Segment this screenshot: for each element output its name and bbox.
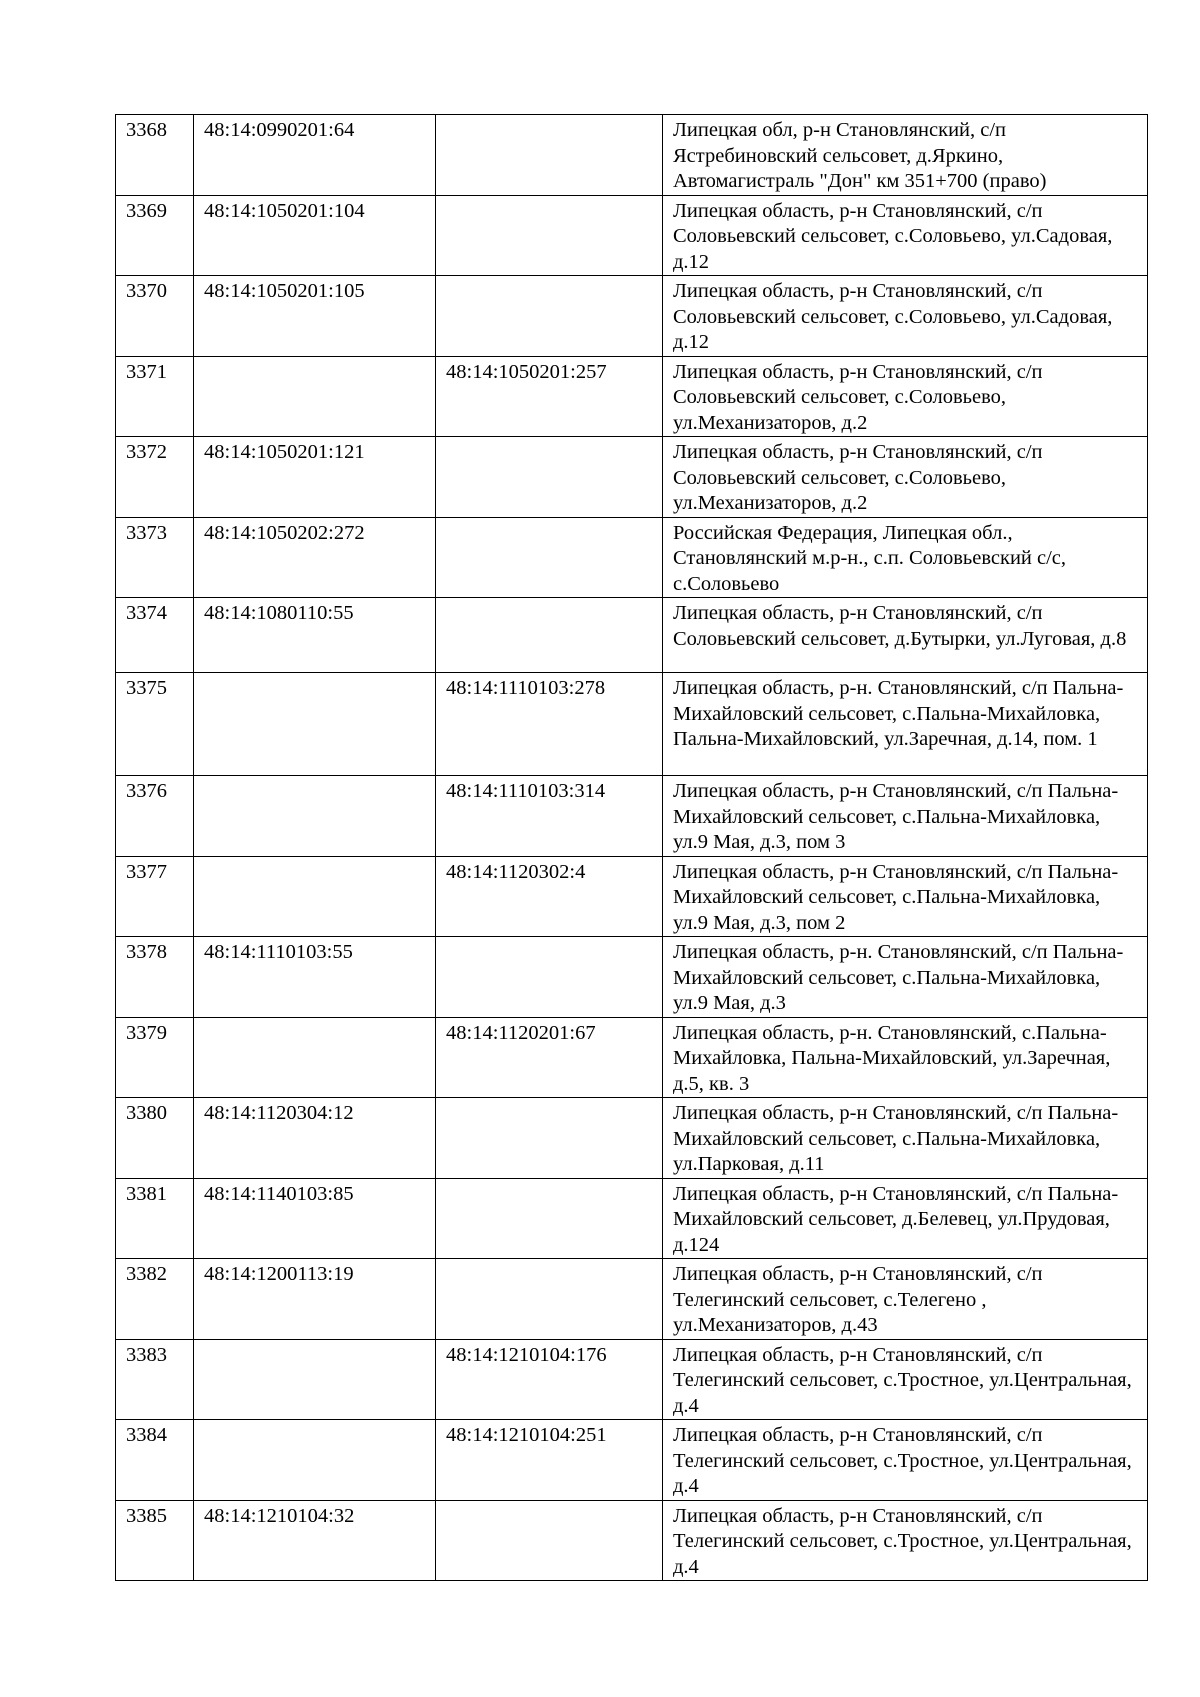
building-cadastral-number-cell: 48:14:1210104:176 bbox=[436, 1339, 663, 1420]
table-row bbox=[116, 1500, 1148, 1581]
table-row bbox=[116, 1178, 1148, 1259]
row-number-cell: 3381 bbox=[116, 1178, 194, 1259]
building-cadastral-number-cell bbox=[436, 1500, 663, 1581]
address-cell: Липецкая область, р-н Становлянский, с/п Пальна-Михайловский сельсовет, д.Белевец, ул.Прудовая, д.124 bbox=[663, 1178, 1148, 1259]
property-registry-table bbox=[115, 114, 1148, 1581]
address-cell: Липецкая область, р-н Становлянский, с/п Соловьевский сельсовет, д.Бутырки, ул.Луговая, д.8 bbox=[663, 598, 1148, 673]
row-number-cell: 3376 bbox=[116, 776, 194, 857]
row-number-cell: 3380 bbox=[116, 1098, 194, 1179]
table-row bbox=[116, 195, 1148, 276]
land-cadastral-number-cell: 48:14:0990201:64 bbox=[194, 115, 436, 196]
land-cadastral-number-cell bbox=[194, 1017, 436, 1098]
table-row bbox=[116, 776, 1148, 857]
building-cadastral-number-cell bbox=[436, 598, 663, 673]
row-number-cell: 3375 bbox=[116, 673, 194, 776]
land-cadastral-number-cell: 48:14:1050202:272 bbox=[194, 517, 436, 598]
land-cadastral-number-cell: 48:14:1210104:32 bbox=[194, 1500, 436, 1581]
land-cadastral-number-cell bbox=[194, 1420, 436, 1501]
table-row bbox=[116, 1098, 1148, 1179]
row-number-cell: 3385 bbox=[116, 1500, 194, 1581]
building-cadastral-number-cell: 48:14:1210104:251 bbox=[436, 1420, 663, 1501]
land-cadastral-number-cell: 48:14:1140103:85 bbox=[194, 1178, 436, 1259]
address-cell: Липецкая область, р-н Становлянский, с/п Соловьевский сельсовет, с.Соловьево, ул.Садовая, д.12 bbox=[663, 195, 1148, 276]
land-cadastral-number-cell: 48:14:1050201:121 bbox=[194, 437, 436, 518]
building-cadastral-number-cell bbox=[436, 937, 663, 1018]
land-cadastral-number-cell: 48:14:1080110:55 bbox=[194, 598, 436, 673]
building-cadastral-number-cell: 48:14:1110103:314 bbox=[436, 776, 663, 857]
building-cadastral-number-cell: 48:14:1050201:257 bbox=[436, 356, 663, 437]
row-number-cell: 3372 bbox=[116, 437, 194, 518]
row-number-cell: 3377 bbox=[116, 856, 194, 937]
row-number-cell: 3379 bbox=[116, 1017, 194, 1098]
building-cadastral-number-cell bbox=[436, 195, 663, 276]
address-cell: Липецкая область, р-н Становлянский, с/п Пальна-Михайловский сельсовет, с.Пальна-Михайловка, ул.Парковая, д.11 bbox=[663, 1098, 1148, 1179]
table-row bbox=[116, 437, 1148, 518]
land-cadastral-number-cell: 48:14:1050201:105 bbox=[194, 276, 436, 357]
table-row bbox=[116, 115, 1148, 196]
table-row bbox=[116, 937, 1148, 1018]
row-number-cell: 3378 bbox=[116, 937, 194, 1018]
row-number-cell: 3384 bbox=[116, 1420, 194, 1501]
table-row bbox=[116, 856, 1148, 937]
table-row bbox=[116, 517, 1148, 598]
address-cell: Липецкая область, р-н. Становлянский, с.Пальна-Михайловка, Пальна-Михайловский, ул.Заречная, д.5, кв. 3 bbox=[663, 1017, 1148, 1098]
building-cadastral-number-cell: 48:14:1120201:67 bbox=[436, 1017, 663, 1098]
row-number-cell: 3373 bbox=[116, 517, 194, 598]
building-cadastral-number-cell bbox=[436, 437, 663, 518]
row-number-cell: 3383 bbox=[116, 1339, 194, 1420]
land-cadastral-number-cell: 48:14:1110103:55 bbox=[194, 937, 436, 1018]
building-cadastral-number-cell: 48:14:1110103:278 bbox=[436, 673, 663, 776]
building-cadastral-number-cell bbox=[436, 1178, 663, 1259]
land-cadastral-number-cell bbox=[194, 856, 436, 937]
address-cell: Липецкая область, р-н. Становлянский, с/п Пальна-Михайловский сельсовет, с.Пальна-Михайловка, ул.9 Мая, д.3 bbox=[663, 937, 1148, 1018]
building-cadastral-number-cell bbox=[436, 517, 663, 598]
address-cell: Липецкая область, р-н Становлянский, с/п Телегинский сельсовет, с.Тростное, ул.Центральная, д.4 bbox=[663, 1339, 1148, 1420]
row-number-cell: 3374 bbox=[116, 598, 194, 673]
table-row bbox=[116, 1017, 1148, 1098]
address-cell: Липецкая область, р-н Становлянский, с/п Телегинский сельсовет, с.Тростное, ул.Центральная, д.4 bbox=[663, 1420, 1148, 1501]
building-cadastral-number-cell bbox=[436, 115, 663, 196]
land-cadastral-number-cell bbox=[194, 1339, 436, 1420]
building-cadastral-number-cell bbox=[436, 1098, 663, 1179]
land-cadastral-number-cell bbox=[194, 673, 436, 776]
table-row bbox=[116, 598, 1148, 673]
building-cadastral-number-cell bbox=[436, 1259, 663, 1340]
building-cadastral-number-cell bbox=[436, 276, 663, 357]
table-row bbox=[116, 1259, 1148, 1340]
address-cell: Липецкая область, р-н Становлянский, с/п Телегинский сельсовет, с.Телегено , ул.Механизаторов, д.43 bbox=[663, 1259, 1148, 1340]
row-number-cell: 3369 bbox=[116, 195, 194, 276]
address-cell: Российская Федерация, Липецкая обл., Становлянский м.р-н., с.п. Соловьевский с/с, с.Соловьево bbox=[663, 517, 1148, 598]
address-cell: Липецкая область, р-н. Становлянский, с/п Пальна-Михайловский сельсовет, с.Пальна-Михайловка, Пальна-Михайловский, ул.Заречная, д.14, пом. 1 bbox=[663, 673, 1148, 776]
building-cadastral-number-cell: 48:14:1120302:4 bbox=[436, 856, 663, 937]
land-cadastral-number-cell: 48:14:1200113:19 bbox=[194, 1259, 436, 1340]
address-cell: Липецкая область, р-н Становлянский, с/п Соловьевский сельсовет, с.Соловьево, ул.Механизаторов, д.2 bbox=[663, 437, 1148, 518]
address-cell: Липецкая область, р-н Становлянский, с/п Телегинский сельсовет, с.Тростное, ул.Центральная, д.4 bbox=[663, 1500, 1148, 1581]
land-cadastral-number-cell: 48:14:1120304:12 bbox=[194, 1098, 436, 1179]
land-cadastral-number-cell bbox=[194, 356, 436, 437]
row-number-cell: 3371 bbox=[116, 356, 194, 437]
table-row bbox=[116, 356, 1148, 437]
address-cell: Липецкая область, р-н Становлянский, с/п Соловьевский сельсовет, с.Соловьево, ул.Садовая, д.12 bbox=[663, 276, 1148, 357]
table-row bbox=[116, 1339, 1148, 1420]
address-cell: Липецкая область, р-н Становлянский, с/п Соловьевский сельсовет, с.Соловьево, ул.Механизаторов, д.2 bbox=[663, 356, 1148, 437]
address-cell: Липецкая область, р-н Становлянский, с/п Пальна-Михайловский сельсовет, с.Пальна-Михайловка, ул.9 Мая, д.3, пом 3 bbox=[663, 776, 1148, 857]
table-row bbox=[116, 1420, 1148, 1501]
row-number-cell: 3382 bbox=[116, 1259, 194, 1340]
row-number-cell: 3370 bbox=[116, 276, 194, 357]
table-row bbox=[116, 276, 1148, 357]
address-cell: Липецкая область, р-н Становлянский, с/п Пальна-Михайловский сельсовет, с.Пальна-Михайловка, ул.9 Мая, д.3, пом 2 bbox=[663, 856, 1148, 937]
table-row bbox=[116, 673, 1148, 776]
address-cell: Липецкая обл, р-н Становлянский, с/п Ястребиновский сельсовет, д.Яркино, Автомагистраль "Дон" км 351+700 (право) bbox=[663, 115, 1148, 196]
row-number-cell: 3368 bbox=[116, 115, 194, 196]
land-cadastral-number-cell: 48:14:1050201:104 bbox=[194, 195, 436, 276]
table-body bbox=[116, 115, 1148, 1581]
land-cadastral-number-cell bbox=[194, 776, 436, 857]
